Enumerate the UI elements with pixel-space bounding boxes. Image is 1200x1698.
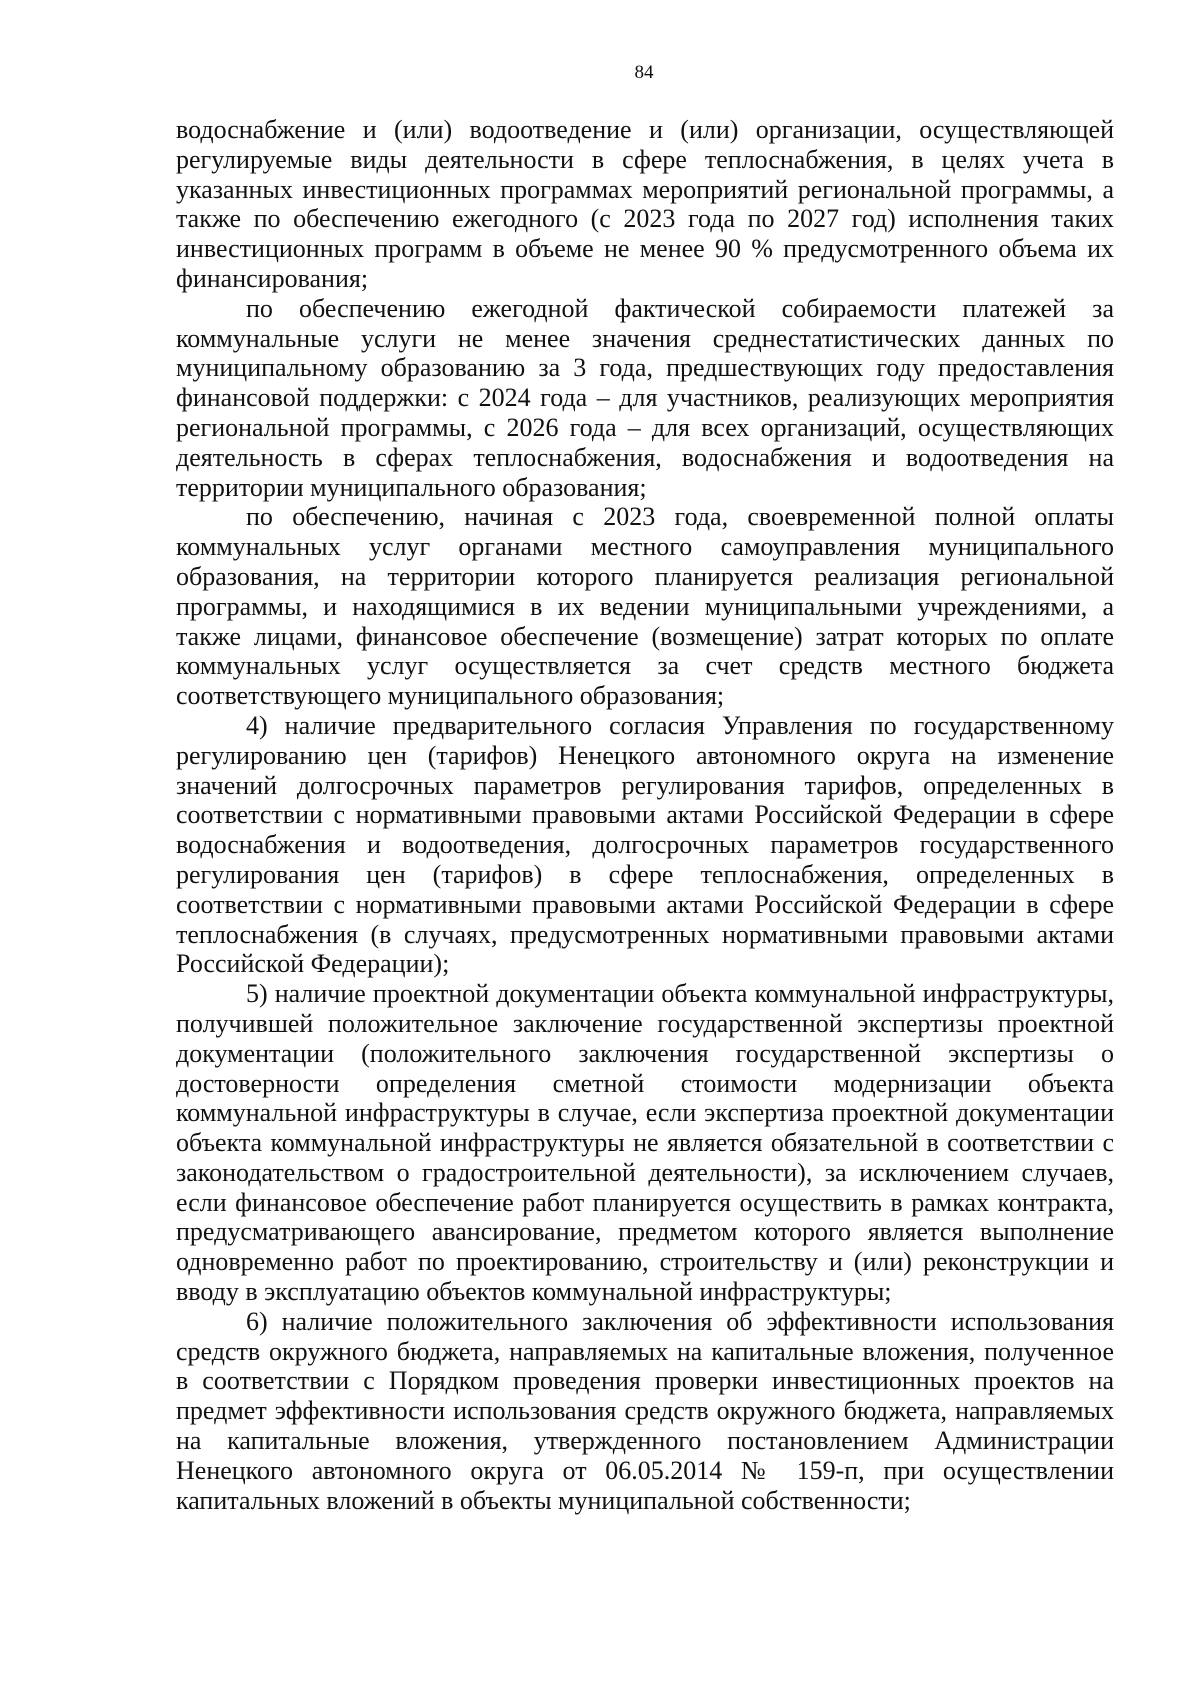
paragraph-item-4: 4) наличие предварительного согласия Управления по государственному регулированию цен (тарифов) Ненецкого автономного округа на изменение значений долгосрочных параметров регулирования тарифов, определенных в соответствии с нормативными правовыми актами Российской Федерации в сфере водоснабжения и водоотведения, долгосрочных параметров государственного регулирования цен (тарифов) в сфере теплоснабжения, определенных в соответствии с нормативными правовыми актами Российской Федерации в сфере теплоснабжения (в случаях, предусмотренных нормативными правовыми актами Российской Федерации); bbox=[176, 710, 1114, 979]
page-number: 84 bbox=[634, 62, 654, 83]
paragraph-payment-collection: по обеспечению ежегодной фактической собираемости платежей за коммунальные услуги не менее значения среднестатистических данных по муниципальному образованию за 3 года, предшествующих году предоставления финансовой поддержки: с 2024 года – для участников, реализующих мероприятия региональной программы, с 2026 года – для всех организаций, осуществляющих деятельность в сферах теплоснабжения, водоснабжения и водоотведения на территории муниципального образования; bbox=[176, 293, 1114, 502]
paragraph-continuation: водоснабжение и (или) водоотведение и (или) организации, осуществляющей регулируемые виды деятельности в сфере теплоснабжения, в целях учета в указанных инвестиционных программах мероприятий региональной программы, а также по обеспечению ежегодного (с 2023 года по 2027 год) исполнения таких инвестиционных программ в объеме не менее 90 % предусмотренного объема их финансирования; bbox=[176, 115, 1114, 293]
paragraph-item-5: 5) наличие проектной документации объекта коммунальной инфраструктуры, получившей положительное заключение государственной экспертизы проектной документации (положительного заключения государственной экспертизы о достоверности определения сметной стоимости модернизации объекта коммунальной инфраструктуры в случае, если экспертиза проектной документации объекта коммунальной инфраструктуры не является обязательной в соответствии с законодательством о градостроительной деятельности), за исключением случаев, если финансовое обеспечение работ планируется осуществить в рамках контракта, предусматривающего авансирование, предметом которого является выполнение одновременно работ по проектированию, строительству и (или) реконструкции и вводу в эксплуатацию объектов коммунальной инфраструктуры; bbox=[176, 979, 1114, 1307]
document-body bbox=[176, 115, 1114, 1515]
paragraph-item-6: 6) наличие положительного заключения об эффективности использования средств окружного бюджета, направляемых на капитальные вложения, полученное в соответствии с Порядком проведения проверки инвестиционных проектов на предмет эффективности использования средств окружного бюджета, направляемых на капитальные вложения, утвержденного постановлением Администрации Ненецкого автономного округа от 06.05.2014 № 159-п, при осуществлении капитальных вложений в объекты муниципальной собственности; bbox=[176, 1306, 1114, 1515]
paragraph-timely-payment: по обеспечению, начиная с 2023 года, своевременной полной оплаты коммунальных услуг органами местного самоуправления муниципального образования, на территории которого планируется реализация региональной программы, и находящимися в их ведении муниципальными учреждениями, а также лицами, финансовое обеспечение (возмещение) затрат которых по оплате коммунальных услуг осуществляется за счет средств местного бюджета соответствующего муниципального образования; bbox=[176, 502, 1114, 711]
